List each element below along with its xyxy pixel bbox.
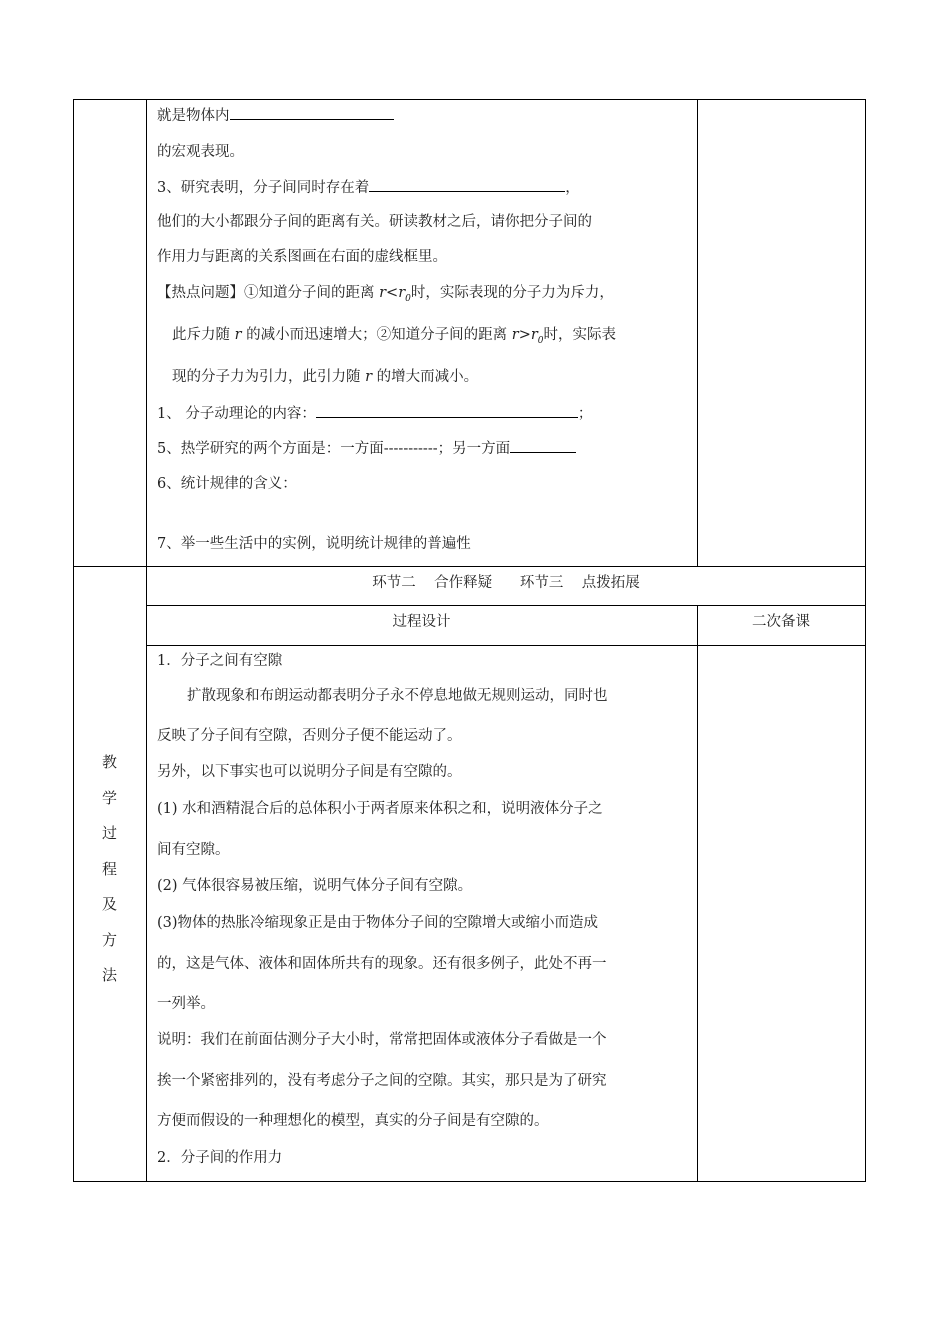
fill-blank[interactable] — [230, 105, 394, 120]
note-line: 挨一个紧密排列的，没有考虑分子之间的空隙。其实，那只是为了研究 — [157, 1073, 607, 1089]
text-line: 的宏观表现。 — [157, 144, 244, 160]
note-line: 说明：我们在前面估测分子大小时，常常把固体或液体分子看做是一个 — [157, 1032, 607, 1048]
question-1: 1、 分子动理论的内容： ； — [157, 403, 592, 424]
fill-blank[interactable] — [316, 403, 578, 418]
section-divider — [73, 566, 866, 567]
column-header-second-prep: 二次备课 — [752, 614, 810, 630]
hot-topic-line: 现的分子力为引力，此引力随 r 的增大而减小。 — [172, 369, 479, 385]
fill-blank[interactable] — [369, 177, 565, 192]
question-3: 3、研究表明，分子间同时存在着 ， — [157, 177, 580, 198]
hot-topic-line: 此斥力随 r 的减小而迅速增大；②知道分子间的距离 $r>r_0$时，实际表 — [172, 327, 617, 346]
text-line: 作用力与距离的关系图画在右面的虚线框里。 — [157, 249, 447, 265]
text-line: 他们的大小都跟分子间的距离有关。研读教材之后，请你把分子间的 — [157, 214, 592, 230]
hot-topic-line: 【热点问题】①知道分子间的距离 $r<r_0$时，实际表现的分子力为斥力， — [157, 285, 614, 304]
side-label-teaching-process: 教 学 过 程 及 方 法 — [101, 753, 117, 984]
paragraph-line: 另外，以下事实也可以说明分子间是有空隙的。 — [157, 764, 462, 780]
column-header-divider — [146, 645, 866, 646]
label-column-border — [146, 99, 147, 1182]
table-bottom-border — [73, 1181, 866, 1182]
notes-column-border-bottom — [697, 605, 698, 1182]
question-6: 6、统计规律的含义： — [157, 476, 297, 492]
list-item: (3)物体的热胀冷缩现象正是由于物体分子间的空隙增大或缩小而造成 — [157, 915, 599, 931]
list-item: 间有空隙。 — [157, 842, 230, 858]
list-item: 的，这是气体、液体和固体所共有的现象。还有很多例子，此处不再一 — [157, 956, 607, 972]
table-left-border — [73, 99, 74, 1182]
paragraph-line: 反映了分子间有空隙，否则分子便不能运动了。 — [157, 728, 462, 744]
header-divider — [146, 605, 866, 606]
question-7: 7、举一些生活中的实例，说明统计规律的普遍性 — [157, 536, 471, 552]
list-item: 一列举。 — [157, 996, 215, 1012]
notes-column-border-top — [697, 99, 698, 567]
list-item: (2) 气体很容易被压缩，说明气体分子间有空隙。 — [157, 878, 473, 894]
text-line: 就是物体内 — [157, 105, 394, 126]
fill-blank[interactable] — [510, 438, 576, 453]
section-header: 环节二 合作释疑 环节三 点拨拓展 — [372, 575, 640, 591]
list-item: (1) 水和酒精混合后的总体积小于两者原来体积之和，说明液体分子之 — [157, 801, 603, 817]
subheading: 2．分子间的作用力 — [157, 1150, 283, 1166]
question-5: 5、热学研究的两个方面是：一方面-----------；另一方面 — [157, 438, 576, 459]
table-top-border — [73, 99, 866, 100]
subheading: 1．分子之间有空隙 — [157, 653, 283, 669]
note-line: 方便而假设的一种理想化的模型，真实的分子间是有空隙的。 — [157, 1113, 549, 1129]
column-header-process: 过程设计 — [392, 614, 451, 630]
table-right-border — [865, 99, 866, 1182]
paragraph-line: 扩散现象和布朗运动都表明分子永不停息地做无规则运动，同时也 — [187, 688, 608, 704]
